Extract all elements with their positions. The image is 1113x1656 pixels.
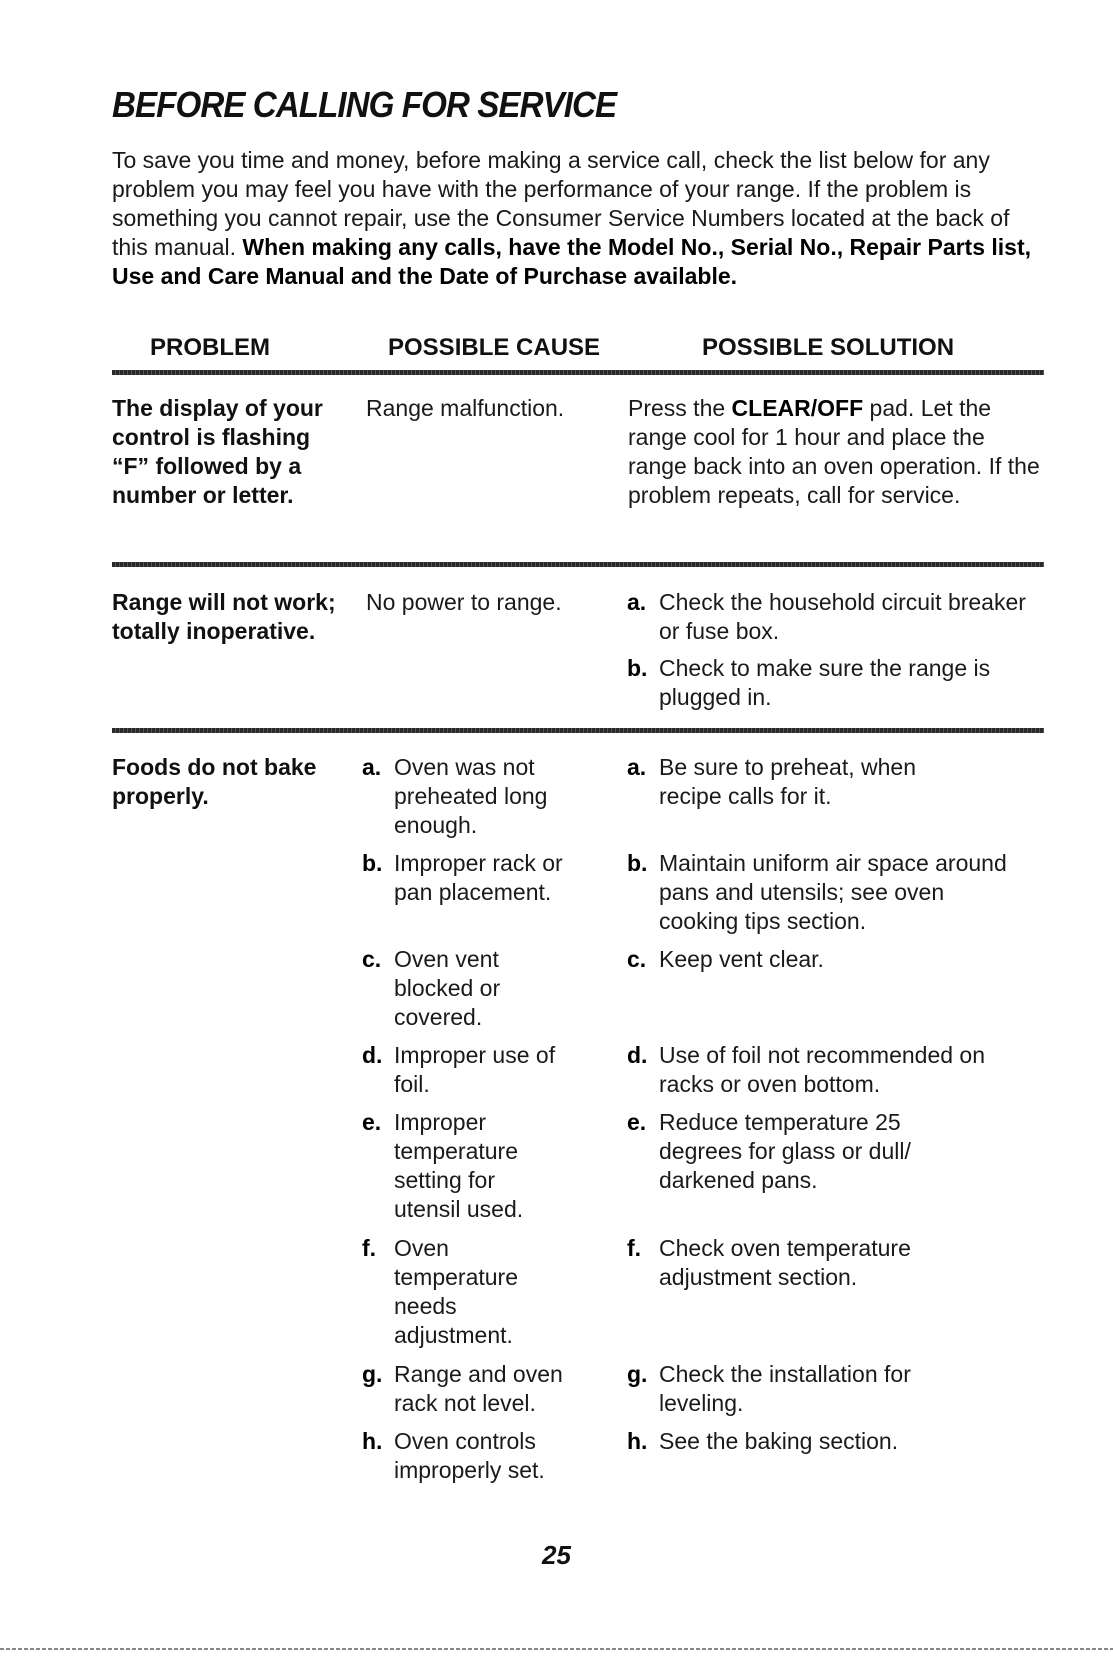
row-3-solution-h — [627, 1427, 1047, 1456]
item-text: Check to make sure the range is plugged in. — [659, 655, 991, 710]
item-text: Use of foil not recommended on racks or oven bottom. — [659, 1042, 986, 1097]
row-divider-2 — [112, 728, 1044, 733]
clear-off-pad-label: CLEAR/OFF — [731, 395, 864, 421]
item-letter: g. — [627, 1361, 648, 1387]
row-3-cause-b — [362, 849, 607, 907]
item-text: Range and oven rack not level. — [394, 1361, 563, 1416]
row-3-cause-e — [362, 1108, 607, 1224]
item-text: Be sure to preheat, when recipe calls for it. — [659, 754, 916, 809]
page-bottom-edge — [0, 1648, 1113, 1650]
item-letter: h. — [362, 1428, 383, 1454]
header-possible-solution: POSSIBLE SOLUTION — [702, 334, 955, 361]
row-3-solution-g — [627, 1360, 1047, 1418]
row-2-cause: No power to range. — [366, 589, 562, 615]
item-letter: a. — [362, 754, 382, 780]
header-divider — [112, 370, 1044, 375]
intro-paragraph — [112, 146, 1042, 291]
item-text: Keep vent clear. — [659, 946, 824, 972]
item-text: Maintain uniform air space around pans and utensils; see oven cooking tips section. — [659, 850, 1007, 934]
item-letter: d. — [362, 1042, 383, 1068]
row-3-problem: Foods do not bake properly. — [112, 754, 317, 809]
item-letter: d. — [627, 1042, 648, 1068]
row-2-problem: Range will not work; totally inoperative. — [112, 589, 336, 644]
row-3-cause-d — [362, 1041, 607, 1099]
item-text: Improper use of foil. — [394, 1042, 556, 1097]
row-3-solution-d — [627, 1041, 1047, 1099]
row-2-solution-a — [627, 588, 1047, 646]
item-letter: b. — [362, 850, 383, 876]
row-3-cause-c — [362, 945, 607, 1032]
item-letter: b. — [627, 655, 648, 681]
item-text: Improper temperature setting for utensil used. — [394, 1109, 524, 1222]
item-letter: f. — [362, 1235, 377, 1261]
item-text: Oven controls improperly set. — [394, 1428, 545, 1483]
row-3-cause-f — [362, 1234, 607, 1350]
intro-bold-text: When making any calls, have the Model No., Serial No., Repair Parts list, Use and Care Manual and the Date of Purchase available. — [112, 234, 1032, 289]
row-divider-1 — [112, 562, 1044, 567]
item-letter: g. — [362, 1361, 383, 1387]
item-text: Oven was not preheated long enough. — [394, 754, 548, 838]
row-3-solution-c — [627, 945, 1047, 974]
row-1-solution — [628, 394, 1048, 510]
item-text: Check the installation for leveling. — [659, 1361, 911, 1416]
item-letter: e. — [362, 1109, 382, 1135]
item-letter: a. — [627, 754, 647, 780]
item-letter: b. — [627, 850, 648, 876]
row-2-solution-b — [627, 654, 1047, 712]
item-letter: c. — [627, 946, 647, 972]
item-letter: c. — [362, 946, 382, 972]
row-3-cause-g — [362, 1360, 607, 1418]
item-text: Check the household circuit breaker or fuse box. — [659, 589, 1026, 644]
item-text: Check oven temperature adjustment section. — [659, 1235, 911, 1290]
row-3-cause-a — [362, 753, 607, 840]
header-problem: PROBLEM — [150, 334, 270, 361]
row-3-cause-h — [362, 1427, 607, 1485]
header-possible-cause: POSSIBLE CAUSE — [388, 334, 601, 361]
page-number: 25 — [542, 1540, 571, 1570]
item-letter: f. — [627, 1235, 642, 1261]
item-text: See the baking section. — [659, 1428, 899, 1454]
item-letter: a. — [627, 589, 647, 615]
item-text: Oven temperature needs adjustment. — [394, 1235, 519, 1348]
intro-text: To save you time and money, before making a service call, check the list below for any problem you may feel you have with the performance of your range. If the problem is something you cannot repair, use the Consumer Service Numbers located at the back of this manual. — [112, 147, 1010, 260]
item-text: Reduce temperature 25 degrees for glass or dull/ darkened pans. — [659, 1109, 911, 1193]
row-3-solution-f — [627, 1234, 1047, 1292]
row-3-solution-b — [627, 849, 1047, 936]
page-title: BEFORE CALLING FOR SERVICE — [112, 84, 617, 125]
row-3-solution-e — [627, 1108, 1047, 1195]
item-text: Improper rack or pan placement. — [394, 850, 563, 905]
item-letter: e. — [627, 1109, 647, 1135]
row-3-solution-a — [627, 753, 1047, 811]
item-text: Oven vent blocked or covered. — [394, 946, 501, 1030]
item-letter: h. — [627, 1428, 648, 1454]
row-1-cause: Range malfunction. — [366, 395, 565, 421]
row-1-solution-text: Press the — [628, 395, 732, 421]
row-1-solution-text-cont: pad. Let the range cool for 1 hour and place the range back into an oven operation. If the problem repeats, call for service. — [628, 395, 1040, 508]
row-1-problem: The display of your control is flashing “F” followed by a number or letter. — [112, 395, 323, 508]
